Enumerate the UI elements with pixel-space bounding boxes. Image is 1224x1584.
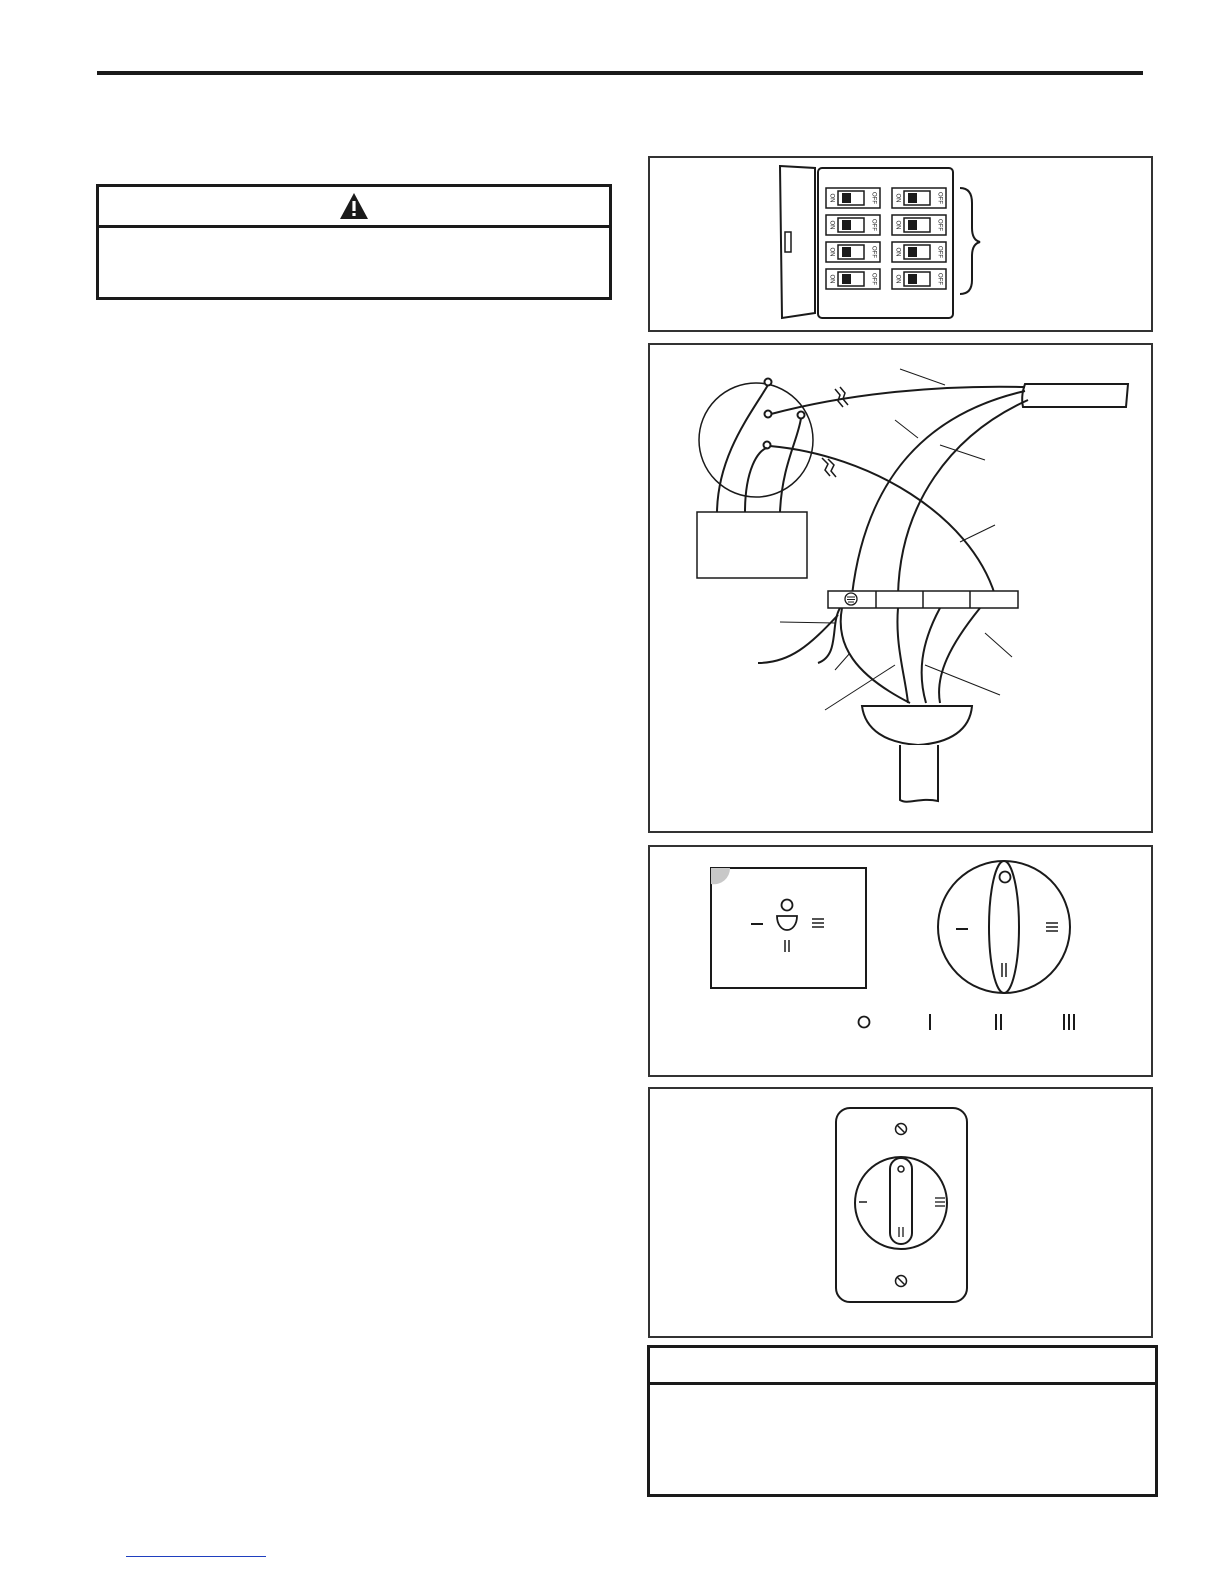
breaker-label: ON: [828, 274, 835, 284]
breaker-label: OFF: [870, 246, 877, 258]
breaker-label: ON: [828, 220, 835, 230]
warning-box: [96, 184, 612, 300]
breaker-label: ON: [894, 193, 901, 203]
screw-icon: [896, 1124, 907, 1135]
caution-box: [647, 1345, 1158, 1497]
breaker-label: OFF: [870, 273, 877, 285]
breaker-switch: [892, 188, 946, 208]
breaker-label: OFF: [936, 273, 943, 285]
breaker-switch: [892, 242, 946, 262]
caution-header: [650, 1348, 1155, 1385]
breaker-switch: [826, 269, 880, 289]
breaker-label: OFF: [936, 219, 943, 231]
speed-0-mark: [859, 1017, 870, 1028]
breaker-switch: [826, 188, 880, 208]
breaker-label: OFF: [870, 219, 877, 231]
breaker-switch: [892, 215, 946, 235]
footer-link-underline[interactable]: [126, 1556, 266, 1557]
breaker-label: ON: [894, 274, 901, 284]
breaker-switch: [892, 269, 946, 289]
breaker-label: ON: [894, 247, 901, 257]
breaker-label: OFF: [936, 246, 943, 258]
breaker-label: OFF: [870, 192, 877, 204]
screw-icon: [896, 1276, 907, 1287]
warning-triangle-icon: [339, 192, 369, 220]
figure-wall-control: [648, 1087, 1153, 1338]
breaker-switch: [826, 242, 880, 262]
breaker-label: ON: [828, 247, 835, 257]
top-rule: [97, 71, 1143, 75]
breaker-label: OFF: [936, 192, 943, 204]
figure-breaker-panel: [648, 156, 1153, 332]
figure-wiring-diagram: [648, 343, 1153, 833]
warning-header: [99, 187, 609, 228]
breaker-label: ON: [828, 193, 835, 203]
breaker-switch: [826, 215, 880, 235]
breaker-label: ON: [894, 220, 901, 230]
figure-speed-positions: [648, 845, 1153, 1077]
